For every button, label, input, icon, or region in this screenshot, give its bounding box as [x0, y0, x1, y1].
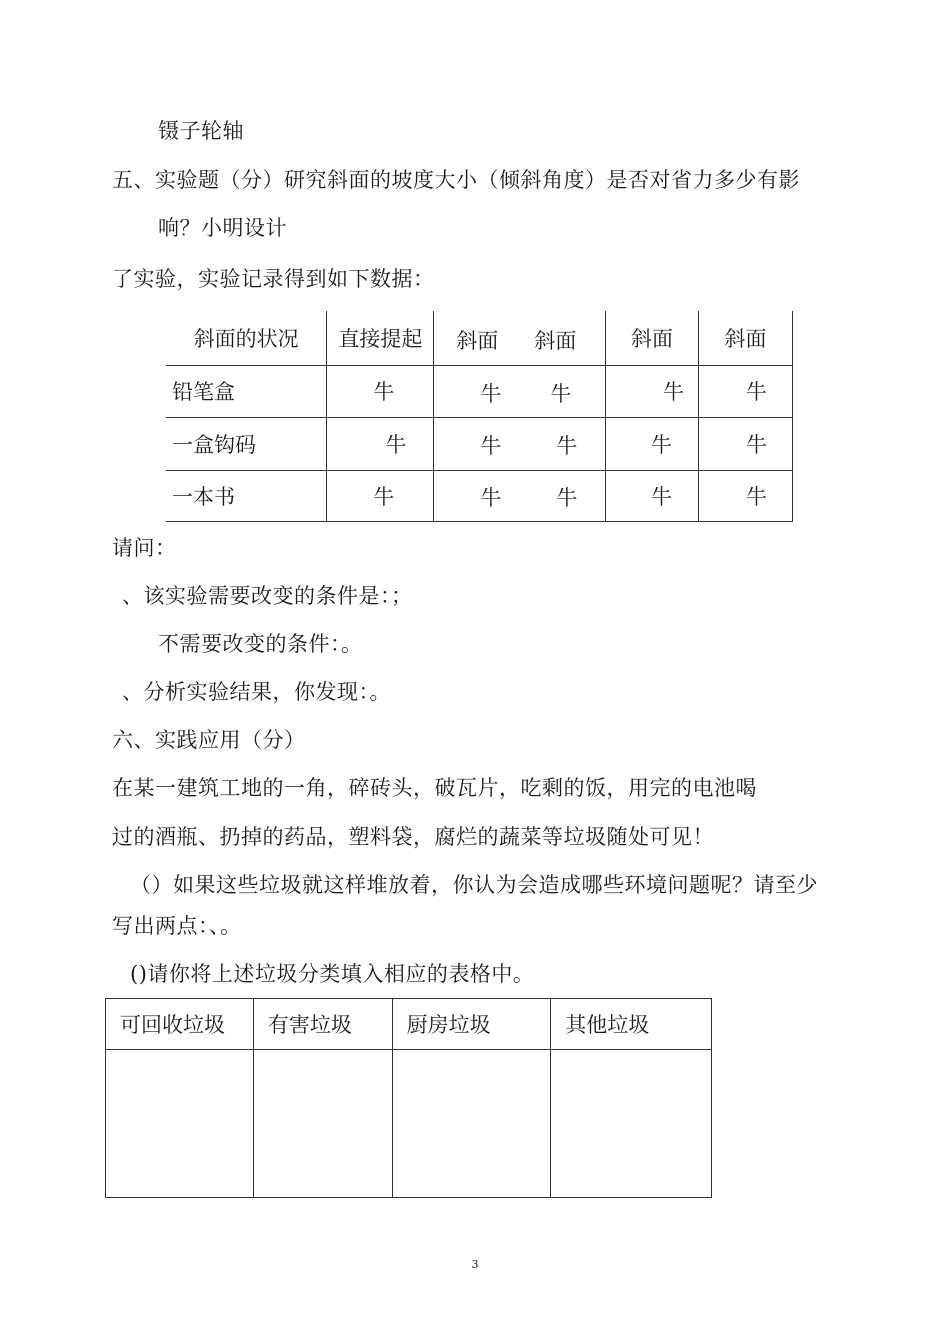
- cell-value: 牛: [651, 432, 673, 457]
- cell-value: 牛: [385, 432, 407, 457]
- header-text: 斜面: [631, 326, 674, 351]
- table-cell: [699, 417, 793, 470]
- text-line: 不需要改变的条件：。: [158, 632, 363, 656]
- header-text: 斜面的状况: [193, 326, 299, 351]
- table-header-cell: [434, 311, 606, 365]
- table-header-row: [166, 311, 793, 365]
- answer-cell[interactable]: [253, 1050, 392, 1198]
- cell-value: 牛: [550, 381, 572, 406]
- question-six-heading: 六、实践应用（分）: [112, 728, 306, 752]
- text-line: ()请你将上述垃圾分类填入相应的表格中。: [130, 962, 535, 986]
- answer-cell[interactable]: [106, 1050, 254, 1198]
- table-header-cell: [606, 311, 699, 365]
- cell-value: 牛: [746, 432, 767, 457]
- question-five-heading: 五、实验题（分）研究斜面的坡度大小（倾斜角度）是否对省力多少有影: [112, 168, 800, 192]
- table-header-cell: [166, 311, 327, 365]
- table-cell: [606, 417, 699, 470]
- answer-cell[interactable]: [392, 1050, 551, 1198]
- cell-value: 牛: [373, 484, 395, 509]
- row-label-cell: [166, 365, 327, 417]
- header-text: 斜面: [456, 329, 499, 353]
- text-line: 了实验，实验记录得到如下数据：: [112, 267, 435, 291]
- table-header-cell: [392, 999, 551, 1050]
- table-cell: [699, 365, 793, 417]
- text-line: 写出两点：、。: [112, 914, 242, 938]
- header-text: 斜面: [724, 326, 767, 351]
- row-label-cell: [166, 417, 327, 470]
- cell-value: 牛: [746, 484, 767, 509]
- cell-value: 牛: [480, 381, 502, 406]
- header-text: 可回收垃圾: [120, 1013, 225, 1037]
- table-cell: [434, 417, 606, 470]
- text-line: 在某一建筑工地的一角，碎砖头，破瓦片，吃剩的饭，用完的电池喝: [112, 776, 757, 800]
- row-label: 铅笔盒: [172, 380, 235, 404]
- table-header-cell: [106, 999, 254, 1050]
- text-line: （）如果这些垃圾就这样堆放着，你认为会造成哪些环境问题呢？请至少: [130, 873, 818, 897]
- table-cell: [699, 470, 793, 521]
- table-row: [166, 417, 793, 470]
- garbage-classification-table: [105, 998, 712, 1198]
- table-cell: [606, 365, 699, 417]
- header-text: 斜面: [534, 329, 577, 353]
- table-cell: [434, 365, 606, 417]
- text-line: 请问：: [112, 536, 177, 560]
- page-number: 3: [471, 1258, 479, 1271]
- table-header-cell: [699, 311, 793, 365]
- table-header-cell: [551, 999, 712, 1050]
- table-row: [106, 1050, 712, 1198]
- table-header-cell: [253, 999, 392, 1050]
- row-label: 一盒钩码: [172, 432, 256, 457]
- header-text: 直接提起: [338, 326, 423, 351]
- cell-value: 牛: [373, 380, 395, 404]
- table-header-row: [106, 999, 712, 1050]
- answer-cell[interactable]: [551, 1050, 712, 1198]
- table-cell: [327, 417, 434, 470]
- text-line: 镊子轮轴: [158, 119, 244, 143]
- row-label: 一本书: [172, 484, 235, 509]
- experiment-data-table: [166, 311, 793, 522]
- row-label-cell: [166, 470, 327, 521]
- cell-value: 牛: [651, 484, 673, 509]
- table-row: [166, 365, 793, 417]
- table-cell: [434, 470, 606, 521]
- table-cell: [327, 365, 434, 417]
- cell-value: 牛: [556, 433, 578, 458]
- table-cell: [327, 470, 434, 521]
- cell-value: 牛: [480, 485, 502, 510]
- cell-value: 牛: [746, 380, 767, 404]
- header-text: 其他垃圾: [565, 1013, 650, 1037]
- table-header-cell: [327, 311, 434, 365]
- header-text: 厨房垃圾: [406, 1013, 491, 1037]
- table-cell: [606, 470, 699, 521]
- text-line: 、分析实验结果，你发现：。: [122, 680, 391, 704]
- text-line: 过的酒瓶、扔掉的药品，塑料袋，腐烂的蔬菜等垃圾随处可见！: [112, 825, 714, 849]
- cell-value: 牛: [480, 433, 502, 458]
- table-row: [166, 470, 793, 521]
- header-text: 有害垃圾: [267, 1013, 352, 1037]
- text-line: 、该实验需要改变的条件是：；: [122, 584, 413, 608]
- cell-value: 牛: [556, 485, 578, 510]
- cell-value: 牛: [663, 380, 685, 404]
- text-line: 响？小明设计: [158, 216, 287, 240]
